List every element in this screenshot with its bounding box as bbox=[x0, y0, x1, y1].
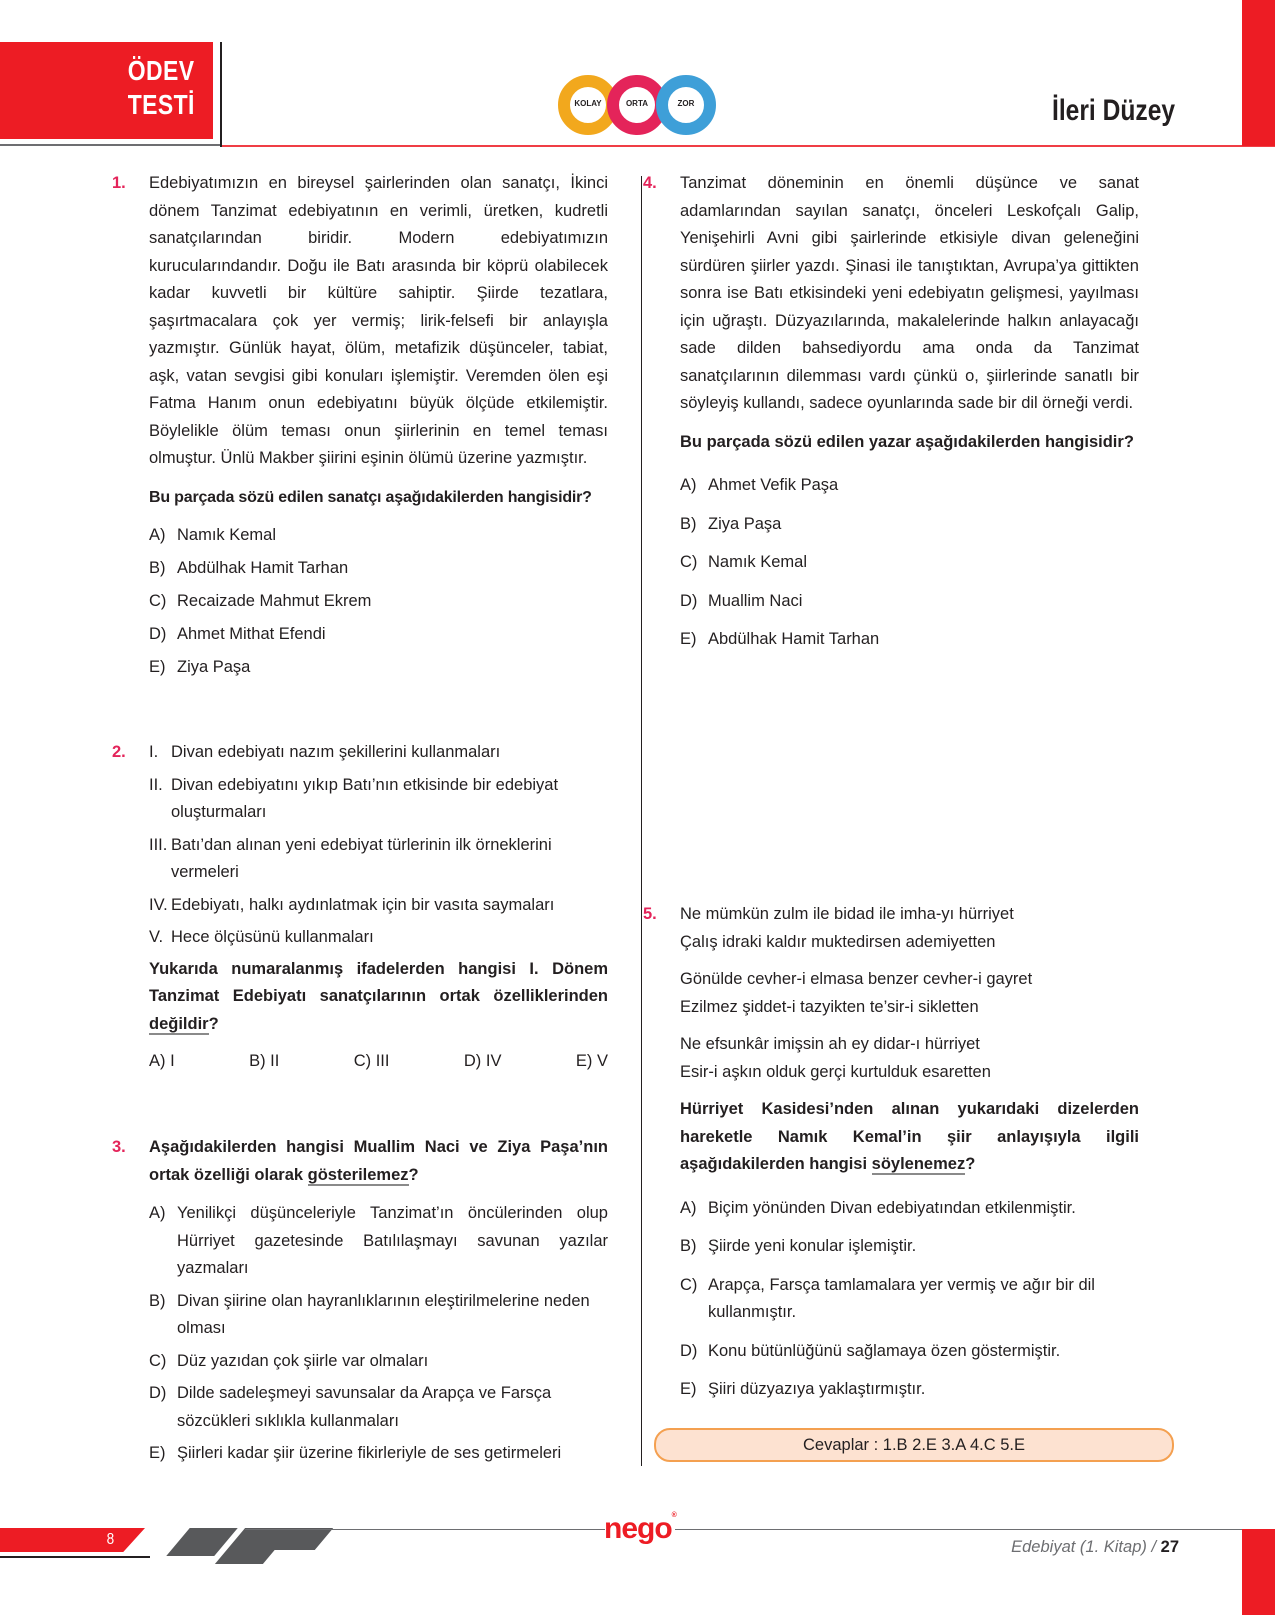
option-text: III bbox=[375, 1052, 390, 1070]
statement-roman: I. bbox=[149, 743, 159, 761]
difficulty-label-orta: ORTA bbox=[625, 99, 649, 108]
option-text: Muallim Naci bbox=[708, 591, 803, 610]
option-text: Biçim yönünden Divan edebiyatından etkilenmiştir. bbox=[708, 1198, 1076, 1217]
stem-end: ? bbox=[408, 1165, 419, 1184]
question-4 bbox=[643, 170, 1139, 654]
option-letter: C) bbox=[680, 553, 698, 571]
option-text: Abdülhak Hamit Tarhan bbox=[708, 630, 880, 648]
stem-text: Hürriyet Kasidesi’nden alınan yukarıdaki dizelerden hareketle Namık Kemal’in şiir anlayışıyla ilgili aşağıdakilerden hangisi bbox=[680, 1100, 1139, 1173]
footer-rule-right bbox=[675, 1529, 1243, 1530]
option-text: Ahmet Vefik Paşa bbox=[708, 476, 839, 494]
option-letter: D) bbox=[149, 1384, 167, 1402]
question-number: 4. bbox=[643, 174, 657, 192]
column-divider bbox=[641, 176, 642, 1466]
statement-roman: II. bbox=[149, 775, 163, 794]
book-title-text: Edebiyat (1. Kitap) / bbox=[1011, 1538, 1157, 1556]
option-text: II bbox=[270, 1052, 280, 1070]
poem-line: Ne mümkün zulm ile bidad ile imha-yı hürriyet bbox=[680, 905, 1014, 923]
footer-test-number-badge bbox=[0, 1528, 145, 1552]
option-text: Ziya Paşa bbox=[708, 514, 782, 533]
test-badge bbox=[0, 42, 213, 139]
option-letter: D) bbox=[463, 1052, 482, 1070]
option-letter: C) bbox=[353, 1052, 372, 1070]
badge-line-1: ÖDEV bbox=[127, 55, 195, 86]
stem-end: ? bbox=[965, 1155, 976, 1173]
stem-text: Aşağıdakilerden hangisi Muallim Naci ve Ziya Paşa’nın ortak özelliği olarak bbox=[149, 1138, 608, 1184]
option-letter: A) bbox=[680, 1198, 697, 1217]
poem-line: Ne efsunkâr imişsin ah ey didar-ı hürriyet bbox=[680, 1035, 980, 1053]
option-e[interactable] bbox=[680, 626, 1139, 654]
option-letter: E) bbox=[575, 1052, 593, 1070]
poem-stanza-2 bbox=[680, 966, 1139, 1021]
poem-line: Çalış idraki kaldır muktedirsen ademiyetten bbox=[680, 932, 996, 951]
option-text: IV bbox=[485, 1052, 502, 1070]
option-letter: B) bbox=[680, 1237, 697, 1255]
option-letter: B) bbox=[680, 514, 697, 533]
option-c[interactable] bbox=[149, 1348, 608, 1376]
option-e[interactable] bbox=[149, 1440, 608, 1468]
question-number: 3. bbox=[112, 1138, 126, 1156]
option-letter: E) bbox=[149, 658, 166, 676]
page-number: 27 bbox=[1160, 1538, 1179, 1556]
question-stem bbox=[149, 1134, 608, 1189]
option-c[interactable] bbox=[680, 549, 1139, 577]
question-number: 5. bbox=[643, 905, 657, 923]
option-d[interactable] bbox=[680, 588, 1139, 616]
test-badge-title bbox=[128, 54, 195, 122]
option-text: Abdülhak Hamit Tarhan bbox=[177, 559, 349, 577]
statement-iii bbox=[149, 832, 608, 887]
options-row bbox=[149, 1048, 608, 1076]
option-e[interactable] bbox=[680, 1376, 1139, 1404]
option-c[interactable] bbox=[149, 588, 608, 616]
statement-text: Hece ölçüsünü kullanmaları bbox=[171, 928, 374, 946]
option-text: Ahmet Mithat Efendi bbox=[177, 625, 326, 643]
footer-book-title bbox=[1011, 1538, 1179, 1557]
option-d[interactable] bbox=[149, 621, 608, 649]
numbered-statements bbox=[149, 739, 608, 952]
question-passage: Edebiyatımızın en bireysel şairlerinden olan sanatçı, İkinci dönem Tanzimat edebiyatının en verimli, üretken, kudretli sanatçılarından biridir. Modern edebiyatımızın kurucularındandır. Doğu ile Batı arasında bir köprü olabilecek kadar kuvvetli bir kültüre sahiptir. Şiirde tezatlara, şaşırtmacalara çok yer vermiş; lirik-felsefi bir anlayışla yazmıştır. Günlük hayat, ölüm, metafizik düşünceler, tabiat, aşk, vatan sevgisi gibi konuları işlemiştir. Veremden ölen eşi Fatma Hanım onun edebiyatını büyük ölçüde etkilemiştir. Böylelikle ölüm teması onun şiirlerinin en temel teması olmuştur. Ünlü Makber şiirini eşinin ölümü üzerine yazmıştır. bbox=[149, 174, 608, 467]
badge-shadow-line bbox=[0, 144, 220, 146]
option-text: Şiirleri kadar şiir üzerine fikirleriyle de ses getirmeleri bbox=[177, 1444, 562, 1462]
option-text: Recaizade Mahmut Ekrem bbox=[177, 592, 372, 610]
logo-registered-mark: ® bbox=[671, 1512, 676, 1519]
header-rule bbox=[222, 145, 1275, 147]
statement-ii bbox=[149, 772, 608, 827]
statement-roman: III. bbox=[149, 835, 168, 854]
option-a[interactable] bbox=[149, 522, 608, 550]
option-text: Divan şiirine olan hayranlıklarının eleştirilmelerine neden olması bbox=[177, 1291, 590, 1337]
option-text: Ziya Paşa bbox=[177, 658, 251, 676]
option-letter: B) bbox=[149, 559, 166, 577]
option-text: Dilde sadeleşmeyi savunsalar da Arapça ve Farsça sözcükleri sıklıkla kullanmaları bbox=[177, 1384, 552, 1430]
option-text: Yenilikçi düşünceleriyle Tanzimat’ın öncülerinden olup Hürriyet gazetesinde Batılılaşmayı savunan yazılar yazmaları bbox=[177, 1204, 608, 1277]
option-b[interactable] bbox=[680, 511, 1139, 539]
option-letter: D) bbox=[680, 591, 698, 610]
question-number: 2. bbox=[112, 743, 126, 761]
question-2 bbox=[112, 739, 608, 1076]
difficulty-indicator bbox=[558, 75, 718, 135]
option-letter: B) bbox=[149, 1291, 166, 1310]
statement-iv bbox=[149, 892, 608, 920]
option-text: I bbox=[170, 1052, 175, 1070]
option-text: Konu bütünlüğünü sağlamaya özen göstermiştir. bbox=[708, 1341, 1061, 1360]
option-text: Şiirde yeni konular işlemiştir. bbox=[708, 1237, 917, 1255]
option-letter: C) bbox=[149, 1351, 167, 1370]
option-letter: C) bbox=[680, 1275, 698, 1294]
poem-line: Ezilmez şiddet-i tazyikten te’sir-i sikletten bbox=[680, 997, 979, 1016]
option-a[interactable] bbox=[680, 1195, 1139, 1223]
statement-text: Batı’dan alınan yeni edebiyat türlerinin ilk örneklerini vermeleri bbox=[171, 835, 552, 881]
options-list bbox=[680, 472, 1139, 654]
option-letter: A) bbox=[680, 476, 697, 494]
stem-emphasis: gösterilemez bbox=[307, 1165, 409, 1184]
option-b[interactable] bbox=[249, 1048, 279, 1076]
options-list bbox=[680, 1195, 1139, 1404]
option-letter: B) bbox=[249, 1052, 266, 1070]
option-d[interactable] bbox=[149, 1380, 608, 1435]
option-text: V bbox=[596, 1052, 608, 1070]
statement-roman: V. bbox=[149, 928, 164, 946]
option-letter: E) bbox=[680, 1380, 697, 1398]
option-b[interactable] bbox=[149, 555, 608, 583]
difficulty-ring-zor-icon bbox=[656, 75, 716, 135]
options-list bbox=[149, 522, 608, 682]
stem-emphasis: söylenemez bbox=[871, 1155, 966, 1173]
option-d[interactable] bbox=[464, 1048, 502, 1076]
question-passage: Tanzimat döneminin en önemli düşünce ve sanat adamlarından sayılan sanatçı, önceleri Leskofçalı Galip, Yenişehirli Avni gibi şairlerinde etkisiyle divan geleneğini sürdüren şiirler yazdı. Şinasi ile tanıştıktan, Avrupa’ya gittikten sonra ise Batı etkisindeki yeni edebiyatın gelişmesi, yayılması için uğraştı. Düzyazılarında, makalelerinde halkın anlayacağı sade dilden bahsediyordu ama onda da Tanzimat sanatçılarının dilemması vardı çünkü o, şiirlerinde sanatlı bir söyleyiş kullandı, sadece oyunlarında sade bir dil örneği verdi. bbox=[680, 174, 1139, 412]
statement-text: Divan edebiyatı nazım şekillerini kullanmaları bbox=[171, 743, 501, 761]
difficulty-label-kolay: KOLAY bbox=[574, 99, 602, 108]
poem-line: Esir-i aşkın olduk gerçi kurtulduk esaretten bbox=[680, 1062, 991, 1081]
footer-test-number: 8 bbox=[106, 1531, 115, 1548]
option-e[interactable] bbox=[576, 1048, 608, 1076]
answer-key: Cevaplar : 1.B 2.E 3.A 4.C 5.E bbox=[654, 1428, 1174, 1462]
option-a[interactable] bbox=[680, 472, 1139, 500]
difficulty-label-zor: ZOR bbox=[677, 99, 695, 108]
publisher-logo bbox=[604, 1512, 676, 1546]
question-stem: Bu parçada sözü edilen sanatçı aşağıdakilerden hangisidir? bbox=[149, 488, 592, 506]
poem-stanza-3 bbox=[680, 1031, 1139, 1086]
header-right-accent-bar bbox=[1242, 0, 1275, 146]
poem-line: Gönülde cevher-i elmasa benzer cevher-i gayret bbox=[680, 970, 1033, 988]
option-e[interactable] bbox=[149, 654, 608, 682]
option-text: Namık Kemal bbox=[708, 553, 808, 571]
option-b[interactable] bbox=[149, 1288, 608, 1343]
option-a[interactable] bbox=[149, 1048, 175, 1076]
statement-i bbox=[149, 739, 608, 767]
stem-text: Yukarıda numaralanmış ifadelerden hangisi I. Dönem Tanzimat Edebiyatı sanatçılarının ortak özelliklerinden bbox=[149, 959, 608, 1005]
option-text: Düz yazıdan çok şiirle var olmaları bbox=[177, 1351, 429, 1370]
option-text: Şiiri düzyazıya yaklaştırmıştır. bbox=[708, 1380, 926, 1398]
option-c[interactable] bbox=[680, 1272, 1139, 1327]
stem-emphasis: değildir bbox=[149, 1014, 209, 1033]
option-letter: C) bbox=[149, 592, 167, 610]
question-stem bbox=[680, 1096, 1139, 1179]
stem-end: ? bbox=[208, 1014, 219, 1033]
question-1 bbox=[112, 170, 608, 682]
option-letter: A) bbox=[149, 1204, 166, 1222]
options-list bbox=[149, 1200, 608, 1468]
statement-v bbox=[149, 924, 608, 952]
question-stem bbox=[149, 956, 608, 1039]
badge-edge-divider bbox=[220, 42, 222, 147]
statement-text: Edebiyatı, halkı aydınlatmak için bir vasıta saymaları bbox=[171, 895, 555, 914]
option-letter: D) bbox=[149, 625, 167, 643]
statement-roman: IV. bbox=[149, 895, 168, 914]
question-number: 1. bbox=[112, 174, 126, 192]
footer-rule-left bbox=[245, 1529, 605, 1530]
footer-right-accent-bar bbox=[1242, 1529, 1275, 1615]
question-stem: Bu parçada sözü edilen yazar aşağıdakilerden hangisidir? bbox=[680, 432, 1134, 451]
option-c[interactable] bbox=[354, 1048, 390, 1076]
option-letter: E) bbox=[149, 1444, 166, 1462]
option-letter: E) bbox=[680, 630, 697, 648]
option-d[interactable] bbox=[680, 1338, 1139, 1366]
option-text: Arapça, Farsça tamlamalara yer vermiş ve ağır bir dil kullanmıştır. bbox=[708, 1275, 1095, 1321]
option-letter: A) bbox=[149, 1052, 166, 1070]
level-title: İleri Düzey bbox=[1051, 94, 1175, 127]
question-3 bbox=[112, 1134, 608, 1468]
badge-line-2: TESTİ bbox=[127, 89, 195, 120]
option-letter: A) bbox=[149, 526, 166, 544]
statement-text: Divan edebiyatını yıkıp Batı’nın etkisinde bir edebiyat oluşturmaları bbox=[171, 775, 559, 821]
option-letter: D) bbox=[680, 1341, 698, 1360]
poem-stanza-1 bbox=[680, 901, 1139, 956]
logo-text: nego bbox=[604, 1512, 672, 1545]
question-5 bbox=[643, 901, 1139, 1404]
footer-badge-underline bbox=[0, 1556, 150, 1558]
option-b[interactable] bbox=[680, 1233, 1139, 1261]
option-text: Namık Kemal bbox=[177, 526, 277, 544]
option-a[interactable] bbox=[149, 1200, 608, 1283]
